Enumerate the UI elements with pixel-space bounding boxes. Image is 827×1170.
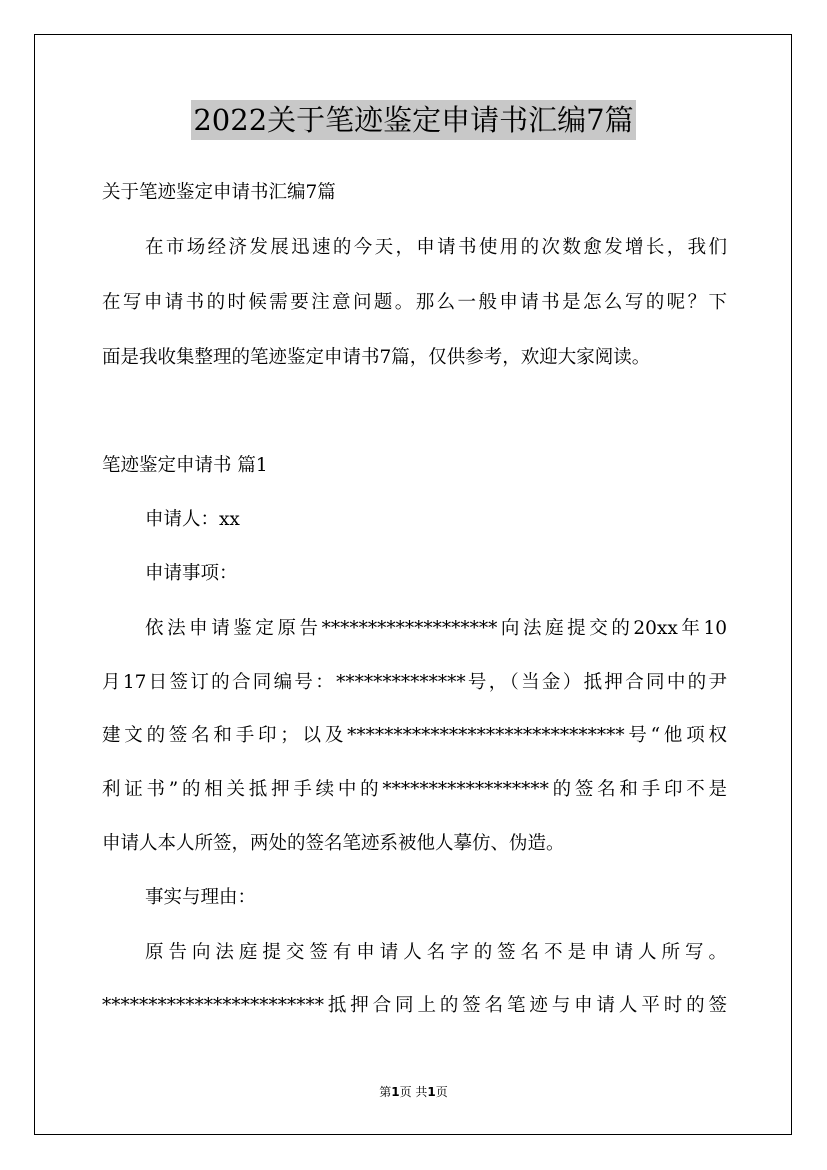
footer-page-total: 1 [427, 1085, 436, 1099]
footer-suffix: 页 [435, 1085, 448, 1099]
intro-line-3: 面是我收集整理的笔迹鉴定申请书7篇，仅供参考，欢迎大家阅读。 [102, 347, 651, 368]
intro-line-1: 在市场经济发展迅速的今天，申请书使用的次数愈发增长，我们 [145, 237, 727, 258]
request-line-4: 利证书”的相关抵押手续中的******************的签名和手印不是 [102, 779, 727, 800]
facts-label: 事实与理由： [145, 887, 257, 908]
request-line-5: 申请人本人所签，两处的签名笔迹系被他人摹仿、伪造。 [102, 833, 565, 854]
page-footer [0, 1083, 827, 1101]
subtitle: 关于笔迹鉴定申请书汇编7篇 [102, 182, 336, 203]
footer-mid: 页 共 [399, 1085, 428, 1099]
footer-prefix: 第 [379, 1085, 392, 1099]
document-title: 2022关于笔迹鉴定申请书汇编7篇 [191, 100, 635, 140]
request-line-3: 建文的签名和手印；以及******************************号“他项权 [102, 725, 727, 746]
facts-line-2: ************************抵押合同上的签名笔迹与申请人平时的签 [102, 995, 727, 1016]
intro-line-2: 在写申请书的时候需要注意问题。那么一般申请书是怎么写的呢？下 [102, 292, 727, 313]
request-line-1: 依法申请鉴定原告*******************向法庭提交的20xx年10 [145, 618, 727, 639]
title-container [0, 100, 827, 140]
footer-page-number: 1 [391, 1085, 400, 1099]
facts-line-1: 原告向法庭提交签有申请人名字的签名不是申请人所写。 [145, 942, 727, 963]
section-heading: 笔迹鉴定申请书 篇1 [102, 455, 268, 476]
applicant-line: 申请人：xx [145, 509, 240, 530]
request-line-2: 月17日签订的合同编号：**************号，（当金）抵押合同中的尹 [102, 672, 727, 693]
items-label: 申请事项： [145, 563, 238, 584]
